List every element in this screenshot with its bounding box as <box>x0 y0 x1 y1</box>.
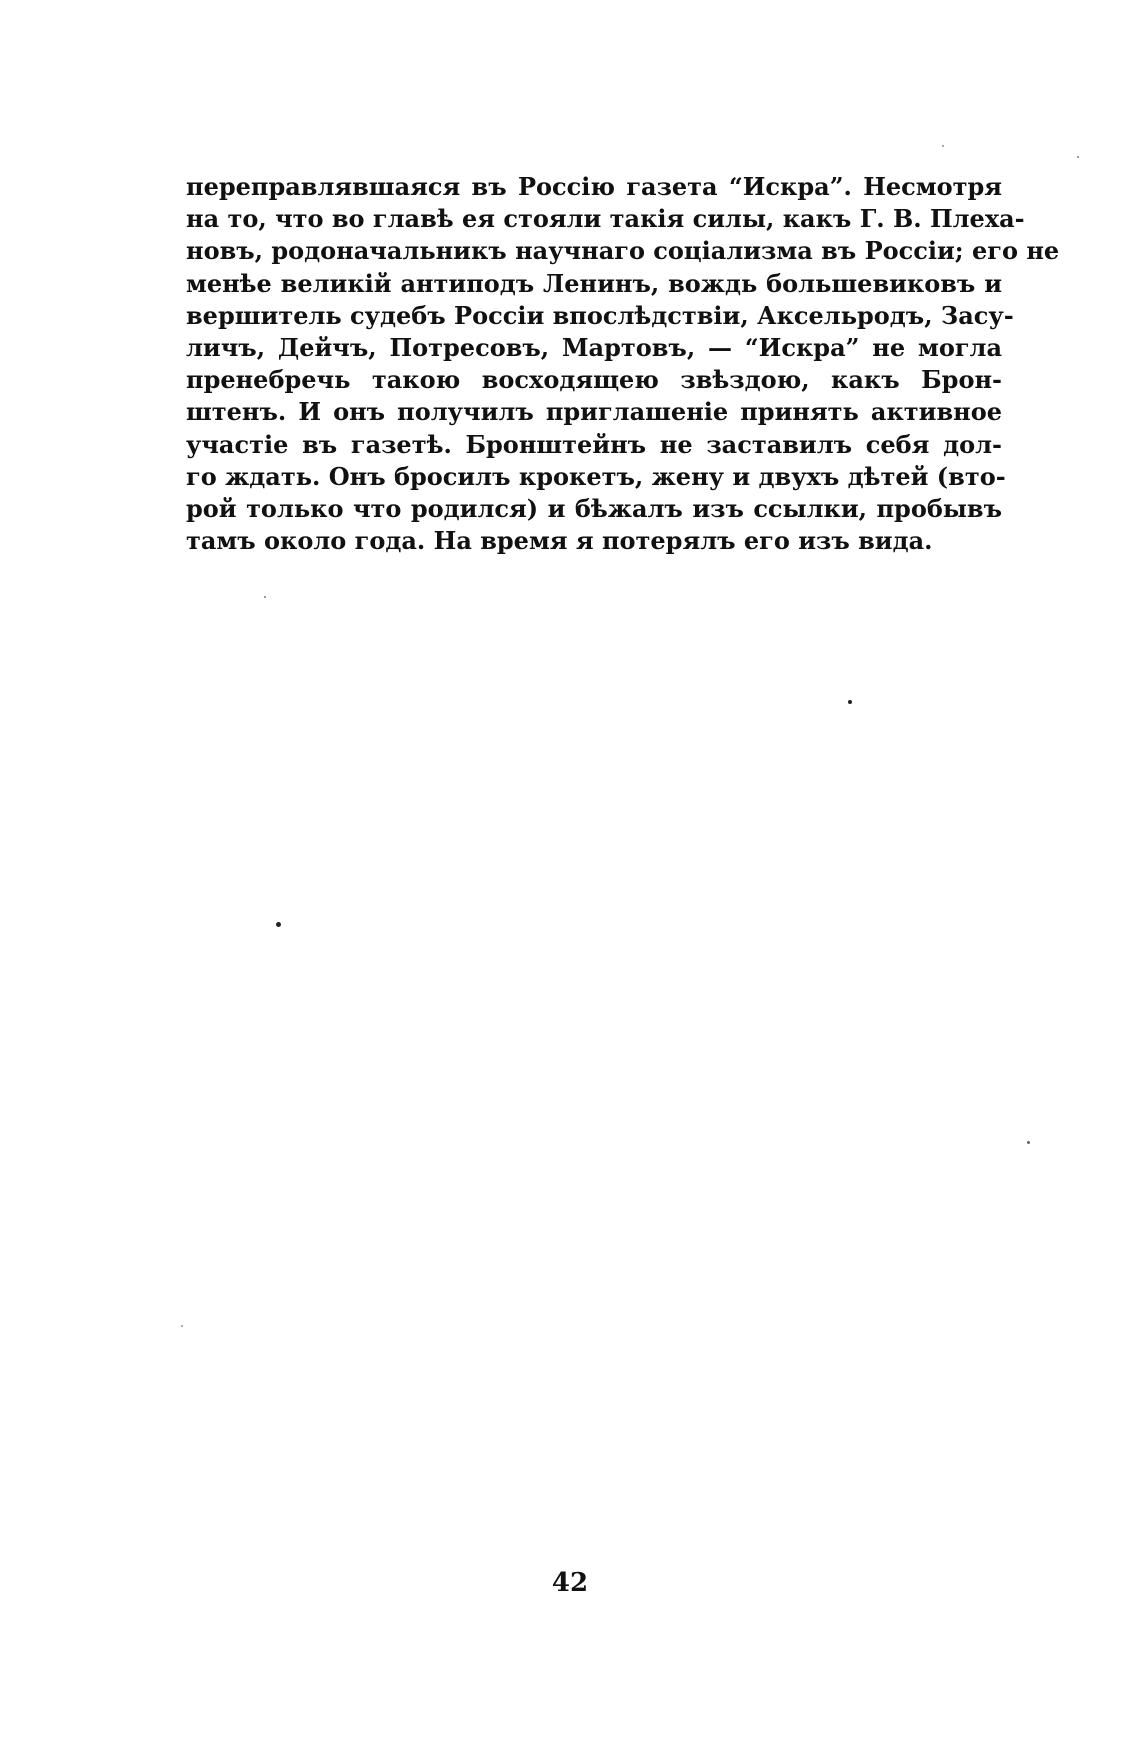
text-line-last: тамъ около года. На время я потерялъ его изъ вида. <box>186 526 933 556</box>
scan-speck <box>1027 1141 1030 1144</box>
scan-speck <box>848 700 852 704</box>
text-line: переправлявшаяся въ Россію газета “Искра”. Несмотря <box>186 172 1002 201</box>
body-paragraph <box>186 171 1060 557</box>
text-line: новъ, родоначальникъ научнаго соціализма въ Россіи; его не <box>186 236 1060 266</box>
text-line: рой только что родился) и бѣжалъ изъ ссылки, пробывъ <box>186 493 1002 523</box>
text-line: вершитель судебъ Россіи впослѣдствіи, Аксельродъ, Засу- <box>186 300 1014 330</box>
scan-speck <box>264 596 266 598</box>
text-line: на то, что во главѣ ея стояли такія силы, какъ Г. В. Плеха- <box>186 204 1025 234</box>
scan-speck <box>181 1325 183 1327</box>
scan-speck <box>276 922 281 927</box>
scan-speck <box>942 145 944 147</box>
text-line: го ждать. Онъ бросилъ крокетъ, жену и двухъ дѣтей (вто- <box>186 461 1006 491</box>
text-line: штенъ. И онъ получилъ приглашеніе принять активное <box>186 397 1002 427</box>
text-line: пренебречь такою восходящею звѣздою, какъ Брон- <box>186 365 1002 395</box>
scan-speck <box>1077 156 1079 158</box>
text-line: менѣе великій антиподъ Ленинъ, вождь большевиковъ и <box>186 268 1002 298</box>
text-line: участіе въ газетѣ. Бронштейнъ не заставилъ себя дол- <box>186 429 1002 459</box>
page-number: 42 <box>551 1568 589 1598</box>
text-line: личъ, Дейчъ, Потресовъ, Мартовъ, — “Искра” не могла <box>186 332 1002 362</box>
